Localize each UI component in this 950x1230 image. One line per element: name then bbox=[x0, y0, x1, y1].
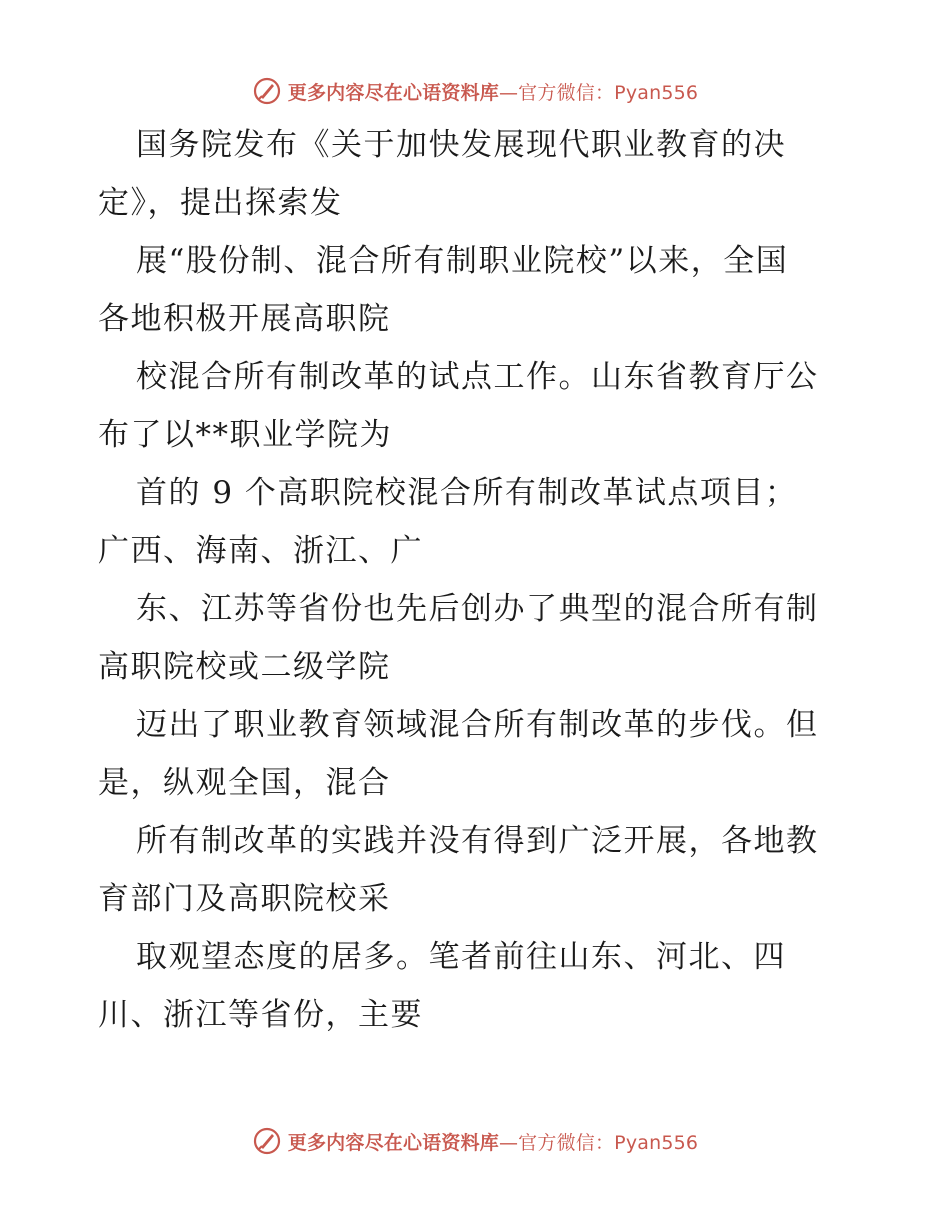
text-line: 国务院发布《关于加快发展现代职业教育的决 bbox=[136, 127, 786, 163]
watermark-text bbox=[288, 78, 698, 105]
text-line: 川、浙江等省份，主要 bbox=[98, 997, 423, 1033]
text-line: 所有制改革的实践并没有得到广泛开展，各地教 bbox=[136, 823, 819, 859]
watermark-contact: 官方微信：Pyan556 bbox=[518, 81, 699, 104]
text-line: 各地积极开展高职院 bbox=[98, 301, 391, 337]
text-line: 展“股份制、混合所有制职业院校”以来，全国 bbox=[136, 243, 789, 279]
watermark-brand: 更多内容尽在心语资料库 bbox=[287, 1131, 499, 1154]
text-line: 育部门及高职院校采 bbox=[98, 881, 391, 917]
text-line: 定》，提出探索发 bbox=[98, 185, 343, 221]
quill-pen-circle-icon bbox=[252, 76, 282, 106]
watermark-text bbox=[288, 1128, 698, 1155]
footer-watermark bbox=[0, 1121, 950, 1161]
text-line: 高职院校或二级学院 bbox=[98, 649, 391, 685]
text-line: 广西、海南、浙江、广 bbox=[98, 533, 423, 569]
text-line: 东、江苏等省份也先后创办了典型的混合所有制 bbox=[136, 591, 819, 627]
text-line: 是，纵观全国，混合 bbox=[98, 765, 391, 801]
text-line: 迈出了职业教育领域混合所有制改革的步伐。但 bbox=[136, 707, 819, 743]
document-body bbox=[98, 116, 858, 1044]
watermark-separator: — bbox=[498, 81, 519, 104]
text-line: 校混合所有制改革的试点工作。山东省教育厅公 bbox=[136, 359, 819, 395]
text-line: 布了以**职业学院为 bbox=[98, 417, 392, 453]
header-watermark bbox=[0, 71, 950, 111]
text-line: 首的 9 个高职院校混合所有制改革试点项目； bbox=[136, 475, 798, 511]
text-line: 取观望态度的居多。笔者前往山东、河北、四 bbox=[136, 939, 786, 975]
watermark-brand: 更多内容尽在心语资料库 bbox=[287, 81, 499, 104]
watermark-contact: 官方微信：Pyan556 bbox=[518, 1131, 699, 1154]
watermark-separator: — bbox=[498, 1131, 519, 1154]
quill-pen-circle-icon bbox=[252, 1126, 282, 1156]
